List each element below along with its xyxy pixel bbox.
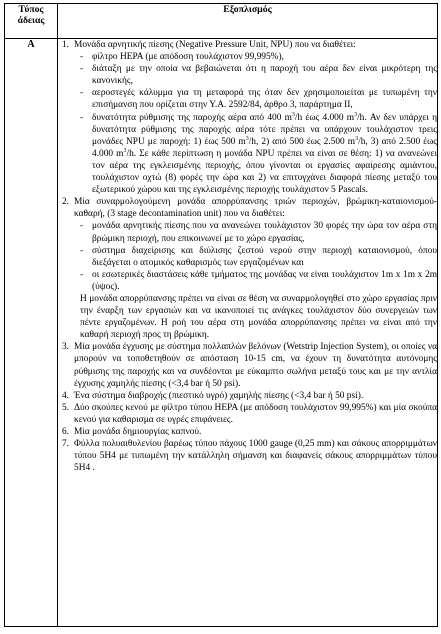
bullet-dash: - (80, 88, 84, 99)
list-item (58, 196, 437, 220)
list-item (58, 341, 437, 389)
item-text: Ένα σύστημα διαβροχής (πιεστικό υγρό) χαμηλής πίεσης (<3,4 bar ή 50 psi). (74, 390, 364, 401)
sub-item (80, 63, 437, 87)
sub-item (80, 51, 437, 63)
sub-item (80, 112, 437, 197)
sub-item-text: μονάδα αρνητικής πίεσης που να ανανεώνει τουλάχιστον 30 φορές την ώρα τον αέρα στη βρώμικη περιοχή, που επικοινωνεί με το χώρο εργασίας, (92, 221, 437, 244)
item-text: Μία συναρμολογούμενη μονάδα απορρύπανσης τριών περιοχών, βρώμικη-καταιονισμού-καθαρή, (3 stage decontamination unit) που να διαθέτει: (74, 197, 437, 220)
sub-item-text: αεροστεγές κάλυμμα για τη μεταφορά της όταν δεν χρησιμοποιείται με τυπωμένη την επισήμανση που ορίζεται στην Υ.Α. 2592/84, άρθρο 3, παράρτημα ΙΙ, (92, 88, 437, 111)
equipment-table (4, 3, 438, 627)
bullet-dash: - (80, 221, 84, 232)
item-number: 1. (61, 40, 69, 50)
list-item (58, 426, 437, 438)
list-item (58, 39, 437, 51)
bullet-dash: - (80, 269, 84, 280)
sub-item (80, 245, 437, 269)
item-text: Δύο σκούπες κενού με φίλτρο τύπου HEPA (με απόδοση τουλάχιστον 99,995%) και μία σκούπα κενού για καθαρισμα σε υγρές επιφάνειες. (74, 402, 437, 425)
sub-item-text: οι εσωτερικές διαστάσεις κάθε τμήματος της μονάδας να είναι τουλάχιστον 1m x 1m x 2m (ύψος). (92, 269, 437, 292)
sub-item-text: σύστημα διαχείρισης και διύλισης ζεστού νερού στην περιοχή καταιονισμού, όπου διεξάγεται ο ατομικός καθαρισμός των εργαζομένων και (92, 245, 437, 268)
equipment-cell (58, 39, 438, 627)
sub-item (80, 87, 437, 111)
item-number: 7. (61, 439, 69, 450)
license-type-cell: Α (5, 39, 58, 627)
item-paragraph: Η μονάδα απορρύπανσης πρέπει να είναι σε θέση να συναρμολογηθεί στο χώρο εργασίας πριν την έναρξη των εργασιών και να ικανοποιεί τις ανάγκες τουλάχιστον δύο συνεργειών των πέντε εργαζομένων. Η ροή του αέρα στη μονάδα απορρύπανσης πρέπει να είναι από την καθαρή περιοχή προς τη βρώμικη. (80, 293, 437, 341)
sub-item-text: φίλτρο HEPA (με απόδοση τουλάχιστον 99,995%), (92, 52, 284, 63)
list-item (58, 390, 437, 402)
list-item (58, 438, 437, 474)
item-number: 6. (61, 427, 69, 437)
sub-item (80, 220, 437, 244)
bullet-dash: - (80, 64, 84, 75)
item-text: Μία μονάδα δημιουργίας καπνού. (74, 427, 202, 437)
sub-item-text: δυνατότητα ρύθμισης της παροχής αέρα από 400 $m^3/h$ έως 4.000 $m^3/h$. Αν δεν υπάρχει η δυνατότητα ρύθμισης της παροχής αέρα τότε πρέπει να υπάρχουν τουλάχιστον τρεις μονάδες NPU με παροχή: 1) έως 500 $m^3/h$, 2) από 500 έως 2.500 $m^3/h$, 3) από 2.500 έως 4.000 $m^3/h$. Σε κάθε περίπτωση η μονάδα NPU πρέπει να είναι σε θέση: 1) να ανανεώνει τον αέρα της εγκλεισμένης περιοχής, όπου γίνονται οι εργασίες αφαίρεσης αμιάντου, τουλάχιστον οχτώ (8) φορές την ώρα και 2) να επιτυγχάνει διαφορά πίεσης μεταξύ του εξωτερικού χώρου και της εγκλεισμένης περιοχής τουλάχιστον 5 Pascals. (92, 111, 438, 196)
list-item (58, 402, 437, 426)
item-text: Μονάδα αρνητικής πίεσης (Negative Pressure Unit, NPU) που να διαθέτει: (74, 40, 356, 50)
item-number: 5. (61, 402, 69, 413)
table-header-row (5, 4, 438, 39)
item-number: 4. (61, 390, 69, 401)
item-text: Φύλλα πολυαιθυλενίου βαρέως τύπου πάχους 1000 gauge (0,25 mm) και σάκους απορριμμάτων τύπου 5H4 με τυπωμένη την κατάλληλη σήμανση και διαφανείς σάκους απορριμμάτων τύπου 5H4 . (74, 439, 437, 474)
table-row (5, 39, 438, 627)
sub-item (80, 269, 437, 293)
bullet-dash: - (80, 245, 84, 256)
header-license-type: Τύπος άδειας (5, 4, 58, 39)
item-text: Μία μονάδα έγχυσης με σύστημα πολλαπλών βελόνων (Wetstrip Injection System), οι οποίες να μπορούν να τοποθετηθούν σε απόσταση 10-15 cm, να έχουν τη δυνατότητα αυτόνομης ρύθμισης της παροχής και να συνδέονται με εύκαμπτο σωλήνα μεταξύ τους και με την αντλία έγχυσης χαμηλής πίεσης (<3,4 bar ή 50 psi). (74, 342, 437, 389)
header-equipment: Εξοπλισμός (58, 4, 438, 39)
item-number: 3. (61, 342, 69, 353)
sub-item-text: διάταξη με την οποία να βεβαιώνεται ότι η παροχή του αέρα δεν είναι μικρότερη της κανονικής, (92, 64, 437, 87)
bullet-dash: - (80, 112, 84, 123)
bullet-dash: - (80, 52, 84, 63)
item-number: 2. (61, 197, 69, 208)
